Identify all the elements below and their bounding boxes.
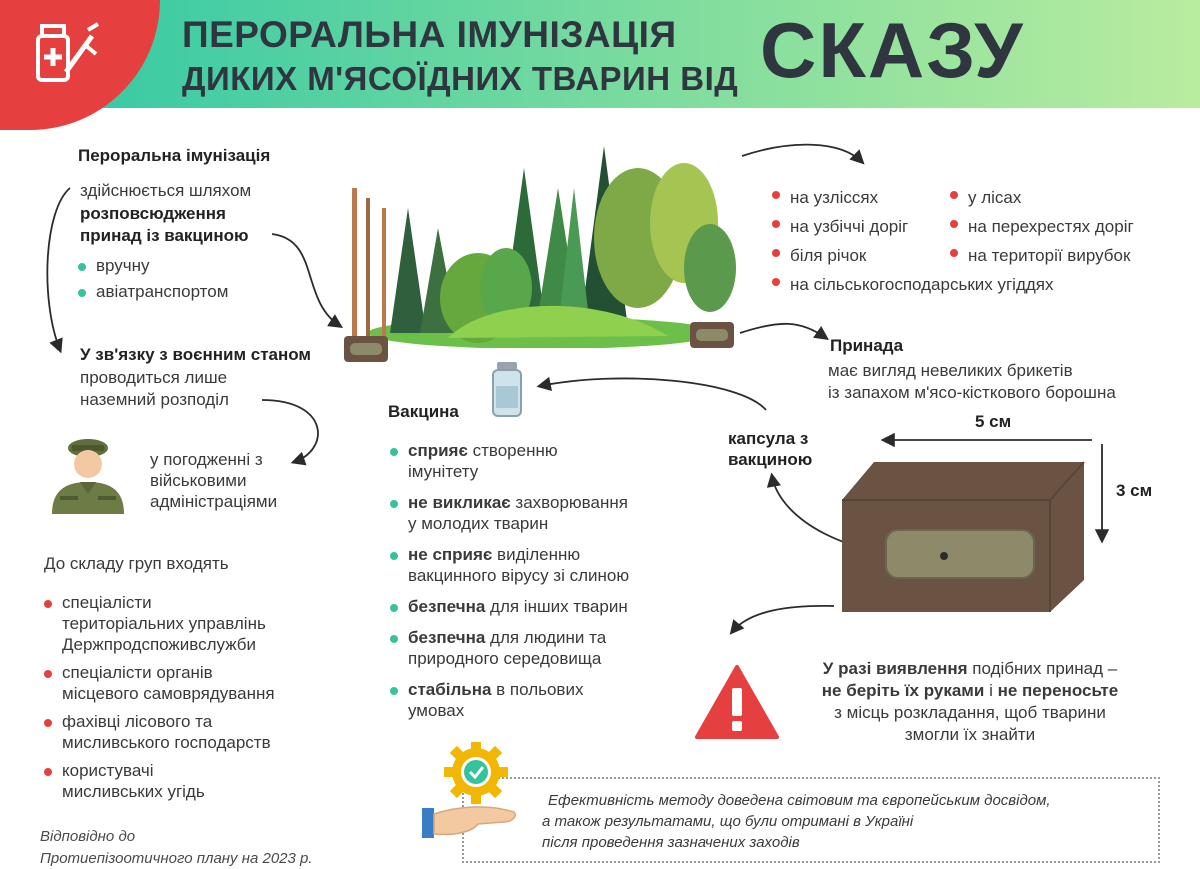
method-item: вручну	[76, 255, 228, 277]
vaccine-property-line2: у молодих тварин	[408, 514, 549, 533]
location-item: на узбіччі доріг	[770, 212, 1054, 241]
vaccine-property	[388, 440, 629, 482]
location-item: на перехрестях доріг	[948, 212, 1134, 241]
vaccine-property-line2: умовах	[408, 701, 465, 720]
capsule-label-line: вакциною	[728, 450, 813, 469]
warning-bold: не беріть їх руками	[821, 681, 985, 700]
warning-line: і	[984, 681, 998, 700]
bait-line-1: має вигляд невеликих брикетів	[828, 361, 1073, 380]
source-note-line: Відповідно до	[40, 828, 136, 845]
warning-triangle-icon	[694, 664, 780, 740]
war-status-heading: У зв'язку з воєнним станом	[80, 345, 311, 364]
capsule-label	[728, 428, 812, 470]
vaccine-property	[388, 596, 629, 617]
vaccine-property-text: захворювання	[510, 493, 628, 512]
vaccine-bottle-syringe-icon	[26, 14, 106, 94]
bait-brick-large	[840, 460, 1090, 615]
bait-brick-icon	[688, 318, 736, 350]
warning-line: змогли їх знайти	[904, 725, 1036, 744]
group-item-line: фахівці лісового та	[62, 712, 213, 731]
war-status-line-1: проводиться лише	[80, 368, 228, 387]
groups-list	[42, 592, 275, 802]
location-item: біля річок	[770, 241, 1054, 270]
soldier-icon	[46, 430, 130, 514]
vaccine-property	[388, 627, 629, 669]
vaccine-property-bold: безпечна	[408, 628, 486, 647]
vaccine-property-bold: не сприяє	[408, 545, 493, 564]
groups-heading: До складу груп входять	[44, 554, 229, 573]
vaccine-property	[388, 544, 629, 586]
vaccine-property-text: для інших тварин	[485, 597, 628, 616]
bait-height-label: 3 см	[1116, 481, 1153, 500]
group-item	[42, 711, 275, 753]
group-item	[42, 592, 275, 655]
method-line-3: принад із вакциною	[80, 226, 249, 245]
header-corner-badge	[0, 0, 160, 130]
capsule-label-line: капсула з	[728, 429, 809, 448]
group-item	[42, 760, 275, 802]
group-item-line: мисливського господарств	[62, 733, 271, 752]
agreement-line: адміністраціями	[150, 492, 278, 511]
source-note-line: Протиепізоотичного плану на 2023 р.	[40, 850, 313, 867]
location-item: на узліссях	[770, 183, 1054, 212]
vaccine-property-bold: сприяє	[408, 441, 468, 460]
vaccine-property-bold: безпечна	[408, 597, 486, 616]
effectiveness-line-2: а також результатами, що були отримані в Україні	[542, 813, 914, 830]
oral-immunization-heading: Пероральна імунізація	[78, 146, 271, 165]
group-item-line: спеціалісти	[62, 593, 152, 612]
agreement-text	[150, 449, 277, 512]
bait-line-2: із запахом м'ясо-кісткового борошна	[828, 383, 1116, 402]
method-line-1: здійснюється шляхом	[80, 181, 252, 200]
effectiveness-line-1: Ефективність методу доведена світовим та європейським досвідом,	[548, 792, 1051, 809]
vaccine-property-line2: імунітету	[408, 462, 479, 481]
title-line-2: ДИКИХ М'ЯСОЇДНИХ ТВАРИН ВІД	[182, 60, 739, 97]
group-item-line: мисливських угідь	[62, 782, 205, 801]
vaccine-property-text: створенню	[467, 441, 558, 460]
agreement-line: у погодженні з	[150, 450, 263, 469]
bait-width-label: 5 см	[975, 412, 1012, 431]
method-line-2: розповсюдження	[80, 204, 226, 223]
location-item: на сільськогосподарських угіддях	[770, 270, 1054, 299]
vaccine-properties-list	[388, 440, 629, 721]
vaccine-property	[388, 679, 629, 721]
bait-brick-icon	[342, 332, 390, 364]
warning-bold: У разі виявлення	[822, 659, 968, 678]
warning-line: подібних принад –	[967, 659, 1118, 678]
source-note	[40, 826, 313, 869]
bait-heading: Принада	[830, 336, 904, 355]
agreement-line: військовими	[150, 471, 247, 490]
war-status-line-2: наземний розподіл	[80, 390, 229, 409]
vaccine-property-line2: вакцинного вірусу зі слиною	[408, 566, 630, 585]
effectiveness-line-3: після проведення зазначених заходів	[542, 834, 800, 851]
title-big-word: СКАЗУ	[760, 6, 1025, 94]
locations-list-col2	[948, 183, 1134, 270]
method-item: авіатранспортом	[76, 281, 228, 303]
vaccine-vial-icon	[490, 360, 524, 418]
warning-text	[805, 658, 1135, 746]
group-item	[42, 662, 275, 704]
group-item-line: територіальних управлінь	[62, 614, 266, 633]
warning-line: з місць розкладання, щоб тварини	[834, 703, 1106, 722]
vaccine-property-line2: природного середовища	[408, 649, 602, 668]
group-item-line: користувачі	[62, 761, 154, 780]
group-item-line: місцевого самоврядування	[62, 684, 275, 703]
group-item-line: спеціалісти органів	[62, 663, 213, 682]
forest-illustration	[338, 128, 748, 348]
vaccine-property-text: виділенню	[492, 545, 581, 564]
vaccine-property-bold: стабільна	[408, 680, 492, 699]
title-line-1: ПЕРОРАЛЬНА ІМУНІЗАЦІЯ	[182, 14, 677, 55]
vaccine-property-text: в польових	[491, 680, 584, 699]
vaccine-property-text: для людини та	[485, 628, 607, 647]
vaccine-heading: Вакцина	[388, 402, 459, 421]
vaccine-property	[388, 492, 629, 534]
group-item-line: Держпродспоживслужби	[62, 635, 257, 654]
distribution-methods-list	[76, 255, 228, 303]
location-item: на території вирубок	[948, 241, 1134, 270]
location-item: у лісах	[948, 183, 1134, 212]
vaccine-property-bold: не викликає	[408, 493, 511, 512]
warning-bold: не переносьте	[997, 681, 1119, 700]
hand-gear-check-icon	[418, 742, 528, 846]
